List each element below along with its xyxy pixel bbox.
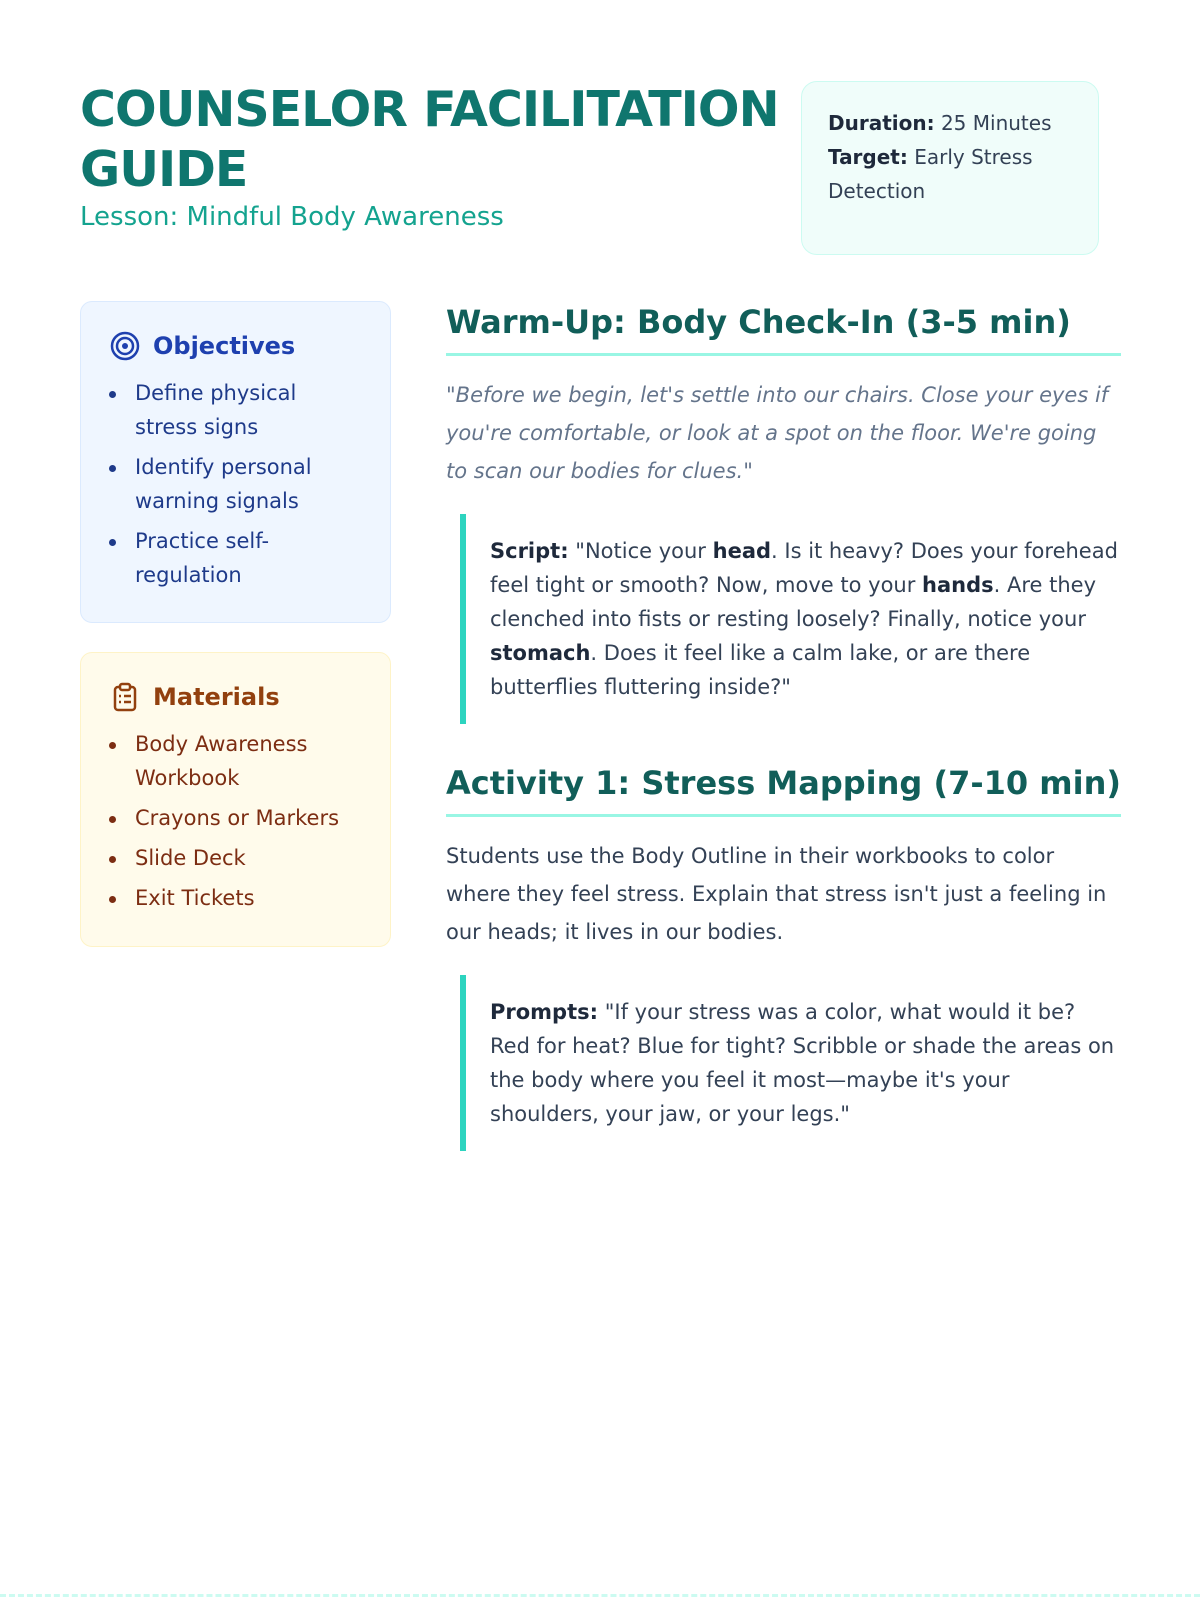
script-emphasis: stomach <box>490 641 591 665</box>
prompts-callout <box>460 975 1121 1151</box>
script-label: Script: <box>490 539 569 563</box>
objectives-list <box>109 376 362 592</box>
objective-item: Practice self-regulation <box>135 524 362 592</box>
warmup-heading: Warm-Up: Body Check-In (3-5 min) <box>446 303 1121 356</box>
material-item: Slide Deck <box>135 841 362 875</box>
target-value: Early Stress Detection <box>828 145 1033 203</box>
script-emphasis: hands <box>922 573 994 597</box>
prompts-text: "If your stress was a color, what would it be? Red for heat? Blue for tight? Scribble or shade the areas on the body where you feel it most—maybe it's your shoulders, your jaw, or your legs." <box>490 1000 1115 1126</box>
objective-item: Define physical stress signs <box>135 376 362 444</box>
material-item: Body Awareness Workbook <box>135 727 362 795</box>
materials-list <box>109 727 362 915</box>
lesson-content <box>446 303 1121 1151</box>
materials-heading <box>109 681 362 713</box>
footer-divider <box>0 1594 1200 1597</box>
script-callout <box>460 514 1121 724</box>
duration-value: 25 Minutes <box>940 111 1052 135</box>
page-title: COUNSELOR FACILITATION GUIDE <box>80 81 779 198</box>
script-text: . Does it feel like a calm lake, or are there butterflies fluttering inside?" <box>490 641 1031 699</box>
objectives-heading <box>109 330 362 362</box>
objectives-card <box>80 301 391 623</box>
objective-item: Identify personal warning signals <box>135 450 362 518</box>
objectives-title: Objectives <box>153 332 296 360</box>
warmup-section <box>446 303 1121 724</box>
prompts-label: Prompts: <box>490 1000 599 1024</box>
script-text: "Notice your <box>575 539 713 563</box>
activity1-section <box>446 764 1121 1151</box>
target-icon <box>109 330 141 362</box>
target-label: Target: <box>828 145 908 169</box>
script-text: . Are they clenched into fists or resting loosely? Finally, notice your <box>490 573 1097 631</box>
material-item: Crayons or Markers <box>135 801 362 835</box>
warmup-quote: "Before we begin, let's settle into our chairs. Close your eyes if you're comfortable, or look at a spot on the floor. We're going to scan our bodies for clues." <box>446 383 1109 483</box>
materials-title: Materials <box>153 683 280 711</box>
material-item: Exit Tickets <box>135 881 362 915</box>
script-text: . Is it heavy? Does your forehead feel tight or smooth? Now, move to your <box>490 539 1118 597</box>
target-row <box>828 140 1072 208</box>
clipboard-icon <box>109 681 141 713</box>
duration-label: Duration: <box>828 111 935 135</box>
activity1-heading: Activity 1: Stress Mapping (7-10 min) <box>446 764 1121 817</box>
activity1-body: Students use the Body Outline in their workbooks to color where they feel stress. Explain that stress isn't just a feeling in our heads; it lives in our bodies. <box>446 844 1107 944</box>
materials-card <box>80 652 391 947</box>
script-emphasis: head <box>712 539 772 563</box>
duration-row <box>828 106 1072 140</box>
lesson-meta-box <box>801 81 1099 255</box>
lesson-subtitle: Lesson: Mindful Body Awareness <box>80 202 504 232</box>
